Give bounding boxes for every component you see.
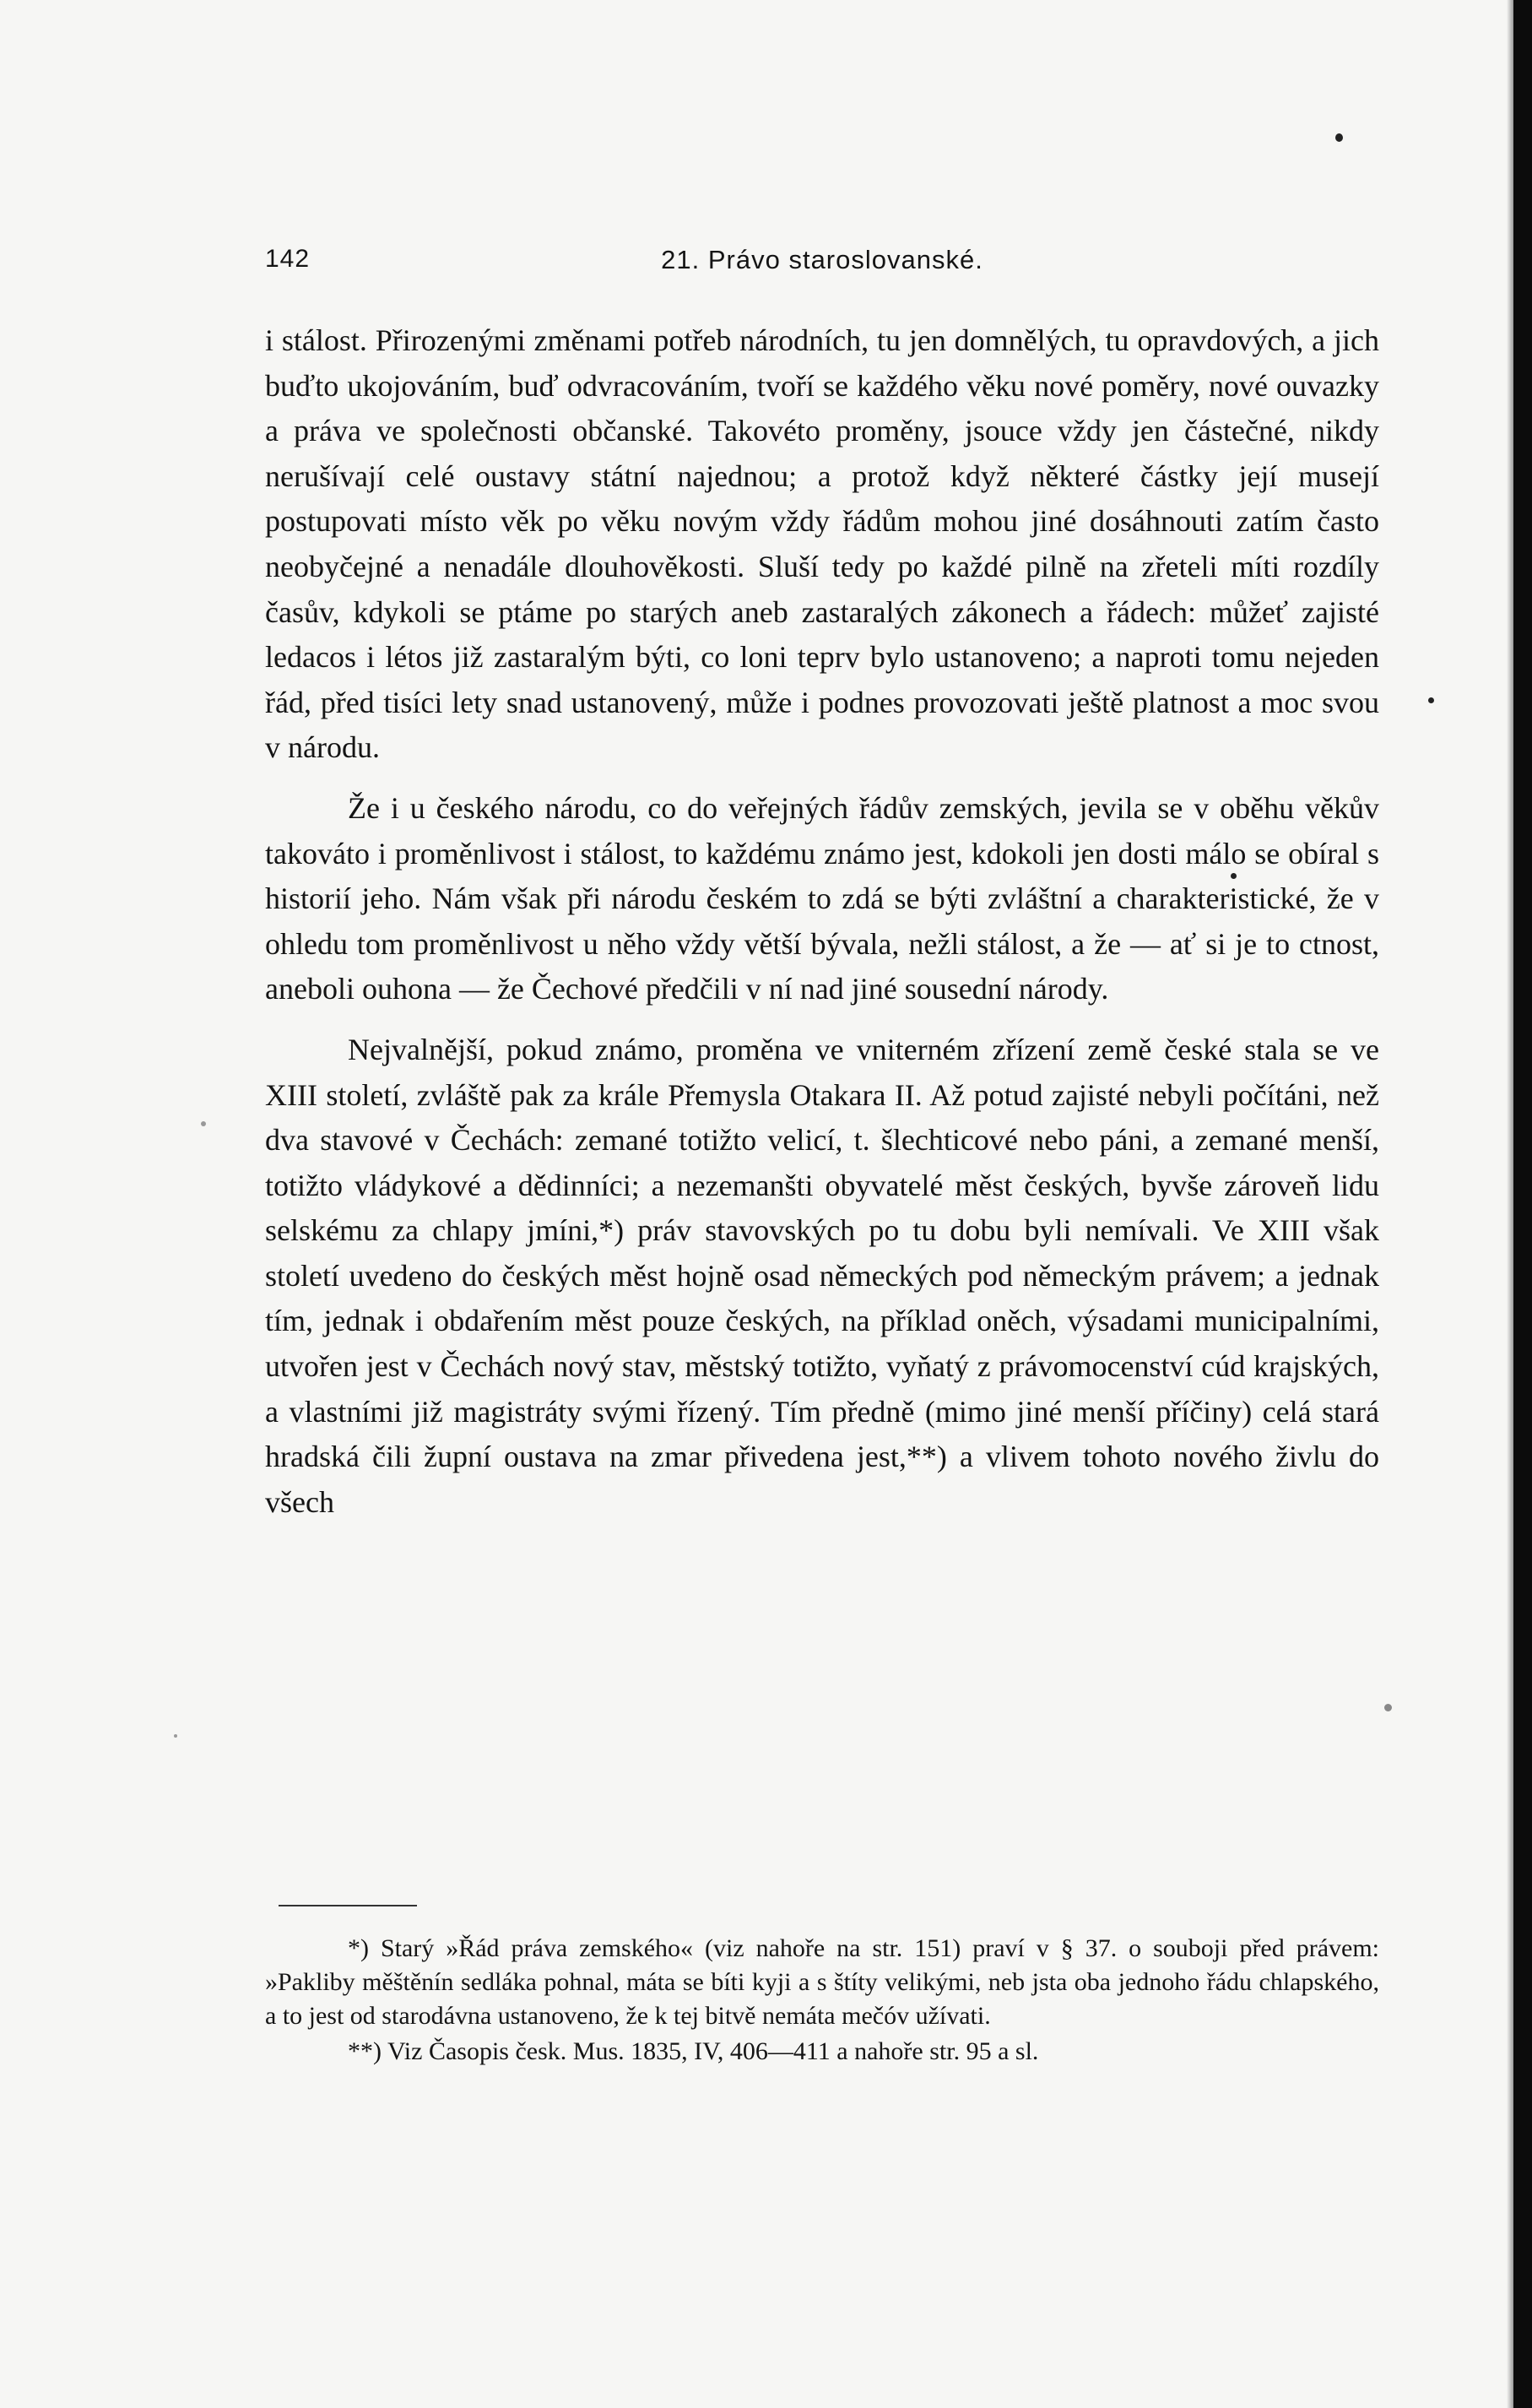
scan-speck: [201, 1121, 206, 1126]
scan-speck: [174, 1734, 177, 1738]
footnotes: [265, 1932, 1379, 2069]
paragraph-3: Nejvalnější, pokud známo, proměna ve vniterném zřízení země české stala se ve XIII století, zvláště pak za krále Přemysla Otakara II. Až potud zajisté nebyli počítáni, než dva stavové v Čechách: zemané totižto velicí, t. šlechticové nebo páni, a zemané menší, totižto vládykové a dědinníci; a nezemanšti obyvatelé měst českých, byvše zároveň lidu selskému za chlapy jmíni,*) práv stavovských po tu dobu byli nemívali. Ve XIII však století uvedeno do českých měst hojně osad německých pod německým právem; a jednak tím, jednak i obdařením měst pouze českých, na příklad oněch, výsadami municipalními, utvořen jest v Čechách nový stav, městský totižto, vyňatý z právomocenství cúd krajských, a vlastními již magistráty svými řízený. Tím předně (mimo jiné menší příčiny) celá stará hradská čili župní oustava na zmar přivedena jest,**) a vlivem tohoto nového živlu do všech: [265, 1032, 1379, 1519]
running-title: 21. Právo staroslovanské.: [661, 245, 983, 274]
footnote-2: **) Viz Časopis česk. Mus. 1835, IV, 406—411 a nahoře str. 95 a sl.: [348, 2037, 1039, 2065]
scan-speck: [1428, 697, 1434, 703]
scan-border: [1513, 0, 1532, 2408]
page-header: [265, 245, 1379, 282]
scan-speck: [1384, 1704, 1392, 1711]
scan-speck: [1335, 133, 1343, 142]
footnote-rule: [279, 1905, 417, 1906]
body-text: [265, 318, 1379, 1525]
paragraph-1: i stálost. Přirozenými změnami potřeb národních, tu jen domnělých, tu opravdových, a jich buďto ukojováním, buď odvracováním, tvoří se každého věku nové poměry, nové ouvazky a práva ve společnosti občanské. Takovéto proměny, jsouce vždy jen částečné, nikdy nerušívají celé oustavy státní najednou; a protož když některé částky její musejí postupovati místo věk po věku novým vždy řádům mohou jiné dosáhnouti zatím často neobyčejné a nenadále dlouhověkosti. Sluší tedy po každé pilně na zřeteli míti rozdíly časův, kdykoli se ptáme po starých aneb zastaralých zákonech a řádech: můžeť zajisté ledacos i létos již zastaralým býti, co loni teprv bylo ustanoveno; a naproti tomu nejeden řád, před tisíci lety snad ustanovený, může i podnes provozovati ještě platnost a moc svou v národu.: [265, 323, 1379, 765]
paragraph-2: Že i u českého národu, co do veřejných řádův zemských, jevila se v oběhu věkův takováto i proměnlivost i stálost, to každému známo jest, kdokoli jen dosti málo se obíral s historií jeho. Nám však při národu českém to zdá se býti zvláštní a charakteristické, že v ohledu tom proměnlivost u něho vždy větší bývala, nežli stálost, a že — ať si je to ctnost, aneboli ouhona — že Čechové předčili v ní nad jiné sousední národy.: [265, 790, 1379, 1006]
page-edge-shadow: [1507, 0, 1513, 2408]
footnote-1: *) Starý »Řád práva zemského« (viz nahoře na str. 151) praví v § 37. o souboji před právem: »Pakliby měštěnín sedláka pohnal, máta se bíti kyji a s štíty velikými, neb jsta oba jednoho řádu chlapského, a to jest od starodávna ustanoveno, že k tej bitvě nemáta mečóv užívati.: [265, 1934, 1379, 2030]
page-number: 142: [265, 245, 311, 273]
